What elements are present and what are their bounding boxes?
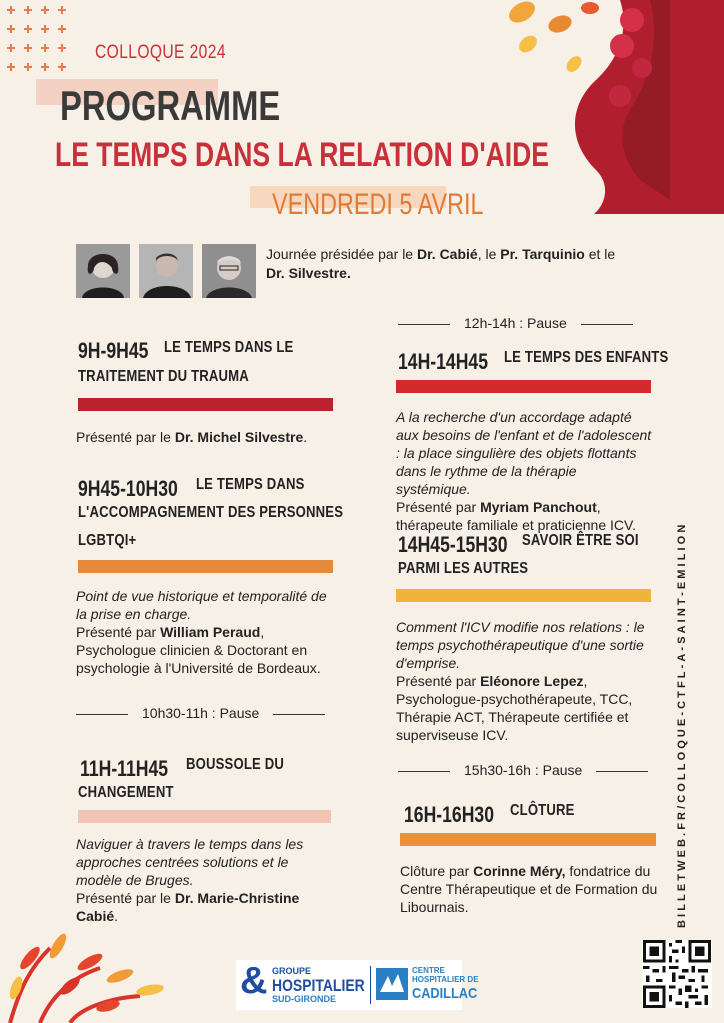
session-2-bar xyxy=(78,560,333,573)
session-4-desc: A la recherche d'un accordage adapté aux besoins de l'enfant et de l'adolescent : la place singulière des objets flottants dans le rythme de la thérapie systémique. Présenté par Myriam Panchout, thérapeute familiale et praticienne ICV. xyxy=(396,409,652,533)
pause-lunch: 12h-14h : Pause xyxy=(398,315,647,331)
pause-afternoon: 15h30-16h : Pause xyxy=(398,762,662,778)
event-date: VENDREDI 5 AVRIL xyxy=(272,188,484,221)
session-1-title-2: TRAITEMENT DU TRAUMA xyxy=(78,368,249,385)
session-4-time: 14H-14H45 xyxy=(398,349,489,374)
photo-dr-silvestre xyxy=(202,244,256,298)
session-5-bar xyxy=(396,589,651,602)
centre-hospitalier-logo: CENTRE HOSPITALIER DE CADILLAC xyxy=(376,964,460,1006)
session-1-presenter: Présenté par le Dr. Michel Silvestre. xyxy=(76,429,308,445)
session-2-title-3: LGBTQI+ xyxy=(78,532,137,549)
tree-decoration xyxy=(500,0,724,220)
cadillac-icon xyxy=(376,968,408,1000)
subtitle: LE TEMPS DANS LA RELATION D'AIDE xyxy=(55,136,549,174)
foliage-decoration xyxy=(0,928,180,1023)
session-2-title-2: L'ACCOMPAGNEMENT DES PERSONNES xyxy=(78,504,344,521)
session-5-time: 14H45-15H30 xyxy=(398,532,508,557)
intro-text: Journée présidée par le Dr. Cabié, le Pr. Tarquinio et le Dr. Silvestre. xyxy=(266,246,616,281)
session-3-time: 11H-11H45 xyxy=(80,756,169,781)
session-4-title-1: LE TEMPS DES ENFANTS xyxy=(504,349,669,366)
session-5-title-2: PARMI LES AUTRES xyxy=(398,560,529,577)
session-3-title-2: CHANGEMENT xyxy=(78,784,174,801)
session-6-title-1: CLÔTURE xyxy=(510,802,575,819)
qr-code[interactable] xyxy=(642,940,712,1008)
session-1-bar xyxy=(78,398,333,411)
session-1-title-1: LE TEMPS DANS LE xyxy=(164,339,294,356)
plus-grid-decoration xyxy=(6,4,76,78)
pause-morning: 10h30-11h : Pause xyxy=(76,705,339,721)
photo-dr-cabie xyxy=(76,244,130,298)
session-2-title-1: LE TEMPS DANS xyxy=(196,476,305,493)
page-title: PROGRAMME xyxy=(60,82,281,129)
session-6-bar xyxy=(400,833,656,846)
session-6-desc: Clôture par Corinne Méry, fondatrice du Centre Thérapeutique et de Formation du Libournais. xyxy=(400,863,658,915)
session-5-title-1: SAVOIR ÊTRE SOI xyxy=(522,532,639,549)
session-4-bar xyxy=(396,380,651,393)
session-6-time: 16H-16H30 xyxy=(404,802,495,827)
session-3-bar xyxy=(78,810,331,823)
session-2-time: 9H45-10H30 xyxy=(78,476,178,501)
session-3-desc: Naviguer à travers le temps dans les approches centrées solutions et le modèle de Bruges. Présenté par le Dr. Marie-Christine Cabié. xyxy=(76,836,304,924)
session-2-desc: Point de vue historique et temporalité de la prise en charge. Présenté par William Peraud, Psychologue clinicien & Doctorant en psychologie à l'Université de Bordeaux. xyxy=(76,588,327,676)
photo-pr-tarquinio xyxy=(139,244,193,298)
vertical-url: BILLETWEB.FR/COLLOQUE-CTFL-A-SAINT-EMILION xyxy=(676,521,688,928)
groupe-hospitalier-logo: & GROUPE HOSPITALIER SUD-GIRONDE xyxy=(240,960,365,1004)
colloque-label: COLLOQUE 2024 xyxy=(95,42,226,63)
session-3-title-1: BOUSSOLE DU xyxy=(186,756,285,773)
session-5-desc: Comment l'ICV modifie nos relations : le temps psychothérapeutique d'une sortie d'emprise. Présenté par Eléonore Lepez, Psychologue-psychothérapeute, TCC, Thérapie ACT, Thérapeute certifiée et superviseuse ICV. xyxy=(396,619,645,743)
session-1-time: 9H-9H45 xyxy=(78,338,149,363)
hospital-logos xyxy=(236,960,479,1010)
